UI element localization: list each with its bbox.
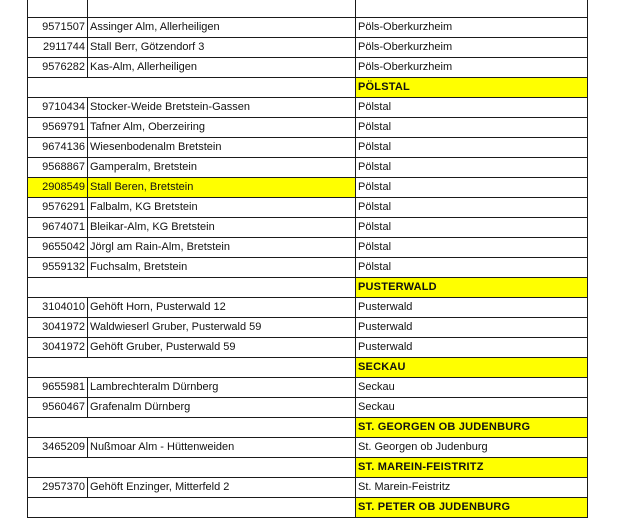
section-title: ST. GEORGEN OB JUDENBURG — [356, 418, 588, 438]
municipality-cell: Pölstal — [356, 98, 588, 118]
farm-name-cell: Stocker-Weide Bretstein-Gassen — [88, 98, 356, 118]
section-spacer-cell — [28, 78, 356, 98]
section-header-row — [28, 458, 588, 478]
table-row — [28, 238, 588, 258]
farm-name-cell: Fuchsalm, Bretstein — [88, 258, 356, 278]
farm-id-cell: 9710434 — [28, 98, 88, 118]
farm-name-cell: Bleikar-Alm, KG Bretstein — [88, 218, 356, 238]
table-row — [28, 318, 588, 338]
farm-id-cell: 9559132 — [28, 258, 88, 278]
farm-id-cell: 9655042 — [28, 238, 88, 258]
farm-id-cell: 9655981 — [28, 378, 88, 398]
municipality-cell: Pölstal — [356, 238, 588, 258]
farm-name-cell: Falbalm, KG Bretstein — [88, 198, 356, 218]
farm-id-cell: 3465209 — [28, 438, 88, 458]
farm-id-cell: 2911744 — [28, 38, 88, 58]
table-row — [28, 218, 588, 238]
municipality-cell: Pölstal — [356, 198, 588, 218]
municipality-cell: Seckau — [356, 398, 588, 418]
section-spacer-cell — [28, 498, 356, 518]
farm-id-cell: 2908549 — [28, 178, 88, 198]
municipality-cell: St. Marein-Feistritz — [356, 478, 588, 498]
farm-name-cell — [88, 0, 356, 18]
table-row — [28, 38, 588, 58]
municipality-cell: Pölstal — [356, 158, 588, 178]
farm-id-cell: 3041972 — [28, 338, 88, 358]
table-row — [28, 58, 588, 78]
section-title: PUSTERWALD — [356, 278, 588, 298]
table-row — [28, 478, 588, 498]
farm-name-cell: Grafenalm Dürnberg — [88, 398, 356, 418]
table-row — [28, 0, 588, 18]
section-title: PÖLSTAL — [356, 78, 588, 98]
farm-name-cell: Gehöft Gruber, Pusterwald 59 — [88, 338, 356, 358]
farm-name-cell: Stall Beren, Bretstein — [88, 178, 356, 198]
farm-id-cell: 9576291 — [28, 198, 88, 218]
municipality-cell: Pöls-Oberkurzheim — [356, 18, 588, 38]
farm-list-table — [27, 0, 588, 518]
farm-name-cell: Tafner Alm, Oberzeiring — [88, 118, 356, 138]
farm-id-cell: 9569791 — [28, 118, 88, 138]
table-body — [28, 0, 588, 518]
section-title: SECKAU — [356, 358, 588, 378]
table-row — [28, 438, 588, 458]
municipality-cell: Pusterwald — [356, 338, 588, 358]
section-header-row — [28, 418, 588, 438]
farm-name-cell: Jörgl am Rain-Alm, Bretstein — [88, 238, 356, 258]
farm-id-cell: 9571507 — [28, 18, 88, 38]
table-row — [28, 398, 588, 418]
farm-name-cell: Wiesenbodenalm Bretstein — [88, 138, 356, 158]
municipality-cell: Pölstal — [356, 218, 588, 238]
farm-name-cell: Assinger Alm, Allerheiligen — [88, 18, 356, 38]
municipality-cell: Pölstal — [356, 258, 588, 278]
section-header-row — [28, 278, 588, 298]
municipality-cell — [356, 0, 588, 18]
table-row — [28, 98, 588, 118]
farm-name-cell: Lambrechteralm Dürnberg — [88, 378, 356, 398]
municipality-cell: Pöls-Oberkurzheim — [356, 38, 588, 58]
section-spacer-cell — [28, 358, 356, 378]
farm-name-cell: Gehöft Horn, Pusterwald 12 — [88, 298, 356, 318]
farm-id-cell: 9674136 — [28, 138, 88, 158]
table-row — [28, 378, 588, 398]
farm-id-cell: 9568867 — [28, 158, 88, 178]
section-spacer-cell — [28, 458, 356, 478]
municipality-cell: St. Georgen ob Judenburg — [356, 438, 588, 458]
farm-id-cell: 3104010 — [28, 298, 88, 318]
table-row — [28, 118, 588, 138]
municipality-cell: Seckau — [356, 378, 588, 398]
section-spacer-cell — [28, 278, 356, 298]
table-row — [28, 178, 588, 198]
table-row — [28, 298, 588, 318]
municipality-cell: Pölstal — [356, 178, 588, 198]
section-title: ST. MAREIN-FEISTRITZ — [356, 458, 588, 478]
farm-name-cell: Gehöft Enzinger, Mitterfeld 2 — [88, 478, 356, 498]
section-header-row — [28, 358, 588, 378]
municipality-cell: Pöls-Oberkurzheim — [356, 58, 588, 78]
section-spacer-cell — [28, 418, 356, 438]
farm-id-cell: 3041972 — [28, 318, 88, 338]
municipality-cell: Pölstal — [356, 138, 588, 158]
table-row — [28, 18, 588, 38]
municipality-cell: Pusterwald — [356, 318, 588, 338]
farm-id-cell: 9576282 — [28, 58, 88, 78]
farm-name-cell: Stall Berr, Götzendorf 3 — [88, 38, 356, 58]
spreadsheet-page — [27, 0, 587, 518]
table-row — [28, 198, 588, 218]
table-row — [28, 138, 588, 158]
table-row — [28, 338, 588, 358]
section-header-row — [28, 498, 588, 518]
farm-id-cell: 2957370 — [28, 478, 88, 498]
table-row — [28, 158, 588, 178]
farm-name-cell: Nußmoar Alm - Hüttenweiden — [88, 438, 356, 458]
farm-id-cell: 9560467 — [28, 398, 88, 418]
farm-name-cell: Gamperalm, Bretstein — [88, 158, 356, 178]
farm-id-cell: 9674071 — [28, 218, 88, 238]
municipality-cell: Pölstal — [356, 118, 588, 138]
municipality-cell: Pusterwald — [356, 298, 588, 318]
farm-name-cell: Waldwieserl Gruber, Pusterwald 59 — [88, 318, 356, 338]
farm-id-cell — [28, 0, 88, 18]
table-row — [28, 258, 588, 278]
section-title: ST. PETER OB JUDENBURG — [356, 498, 588, 518]
section-header-row — [28, 78, 588, 98]
farm-name-cell: Kas-Alm, Allerheiligen — [88, 58, 356, 78]
